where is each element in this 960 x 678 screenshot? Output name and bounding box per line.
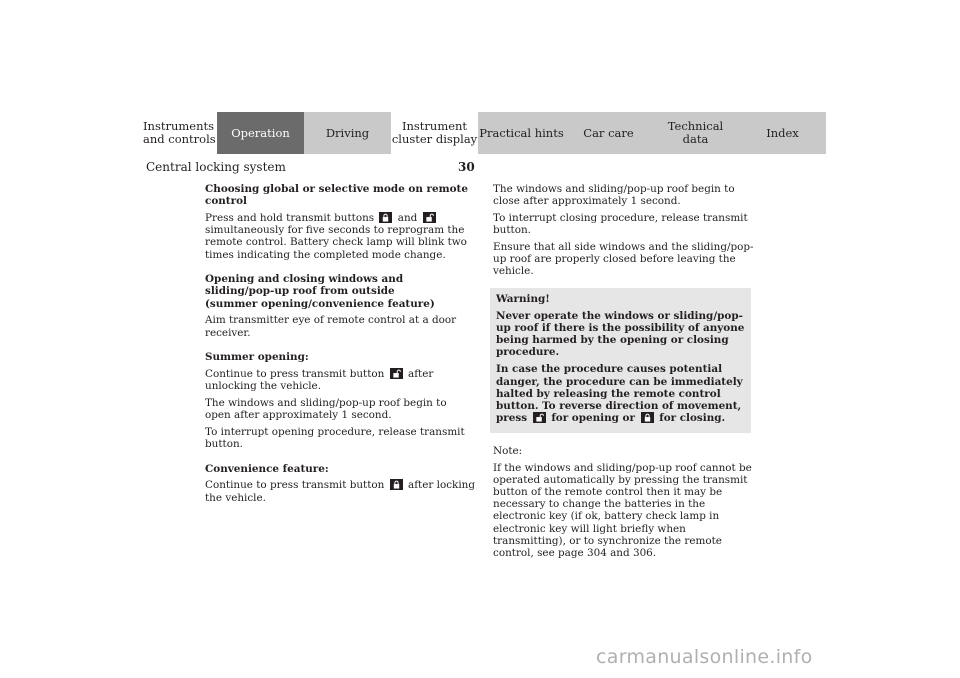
warning-title: Warning! bbox=[496, 293, 550, 306]
paragraph-close-begin: The windows and sliding/pop-up roof begin to close after approximately 1 second. bbox=[493, 183, 735, 208]
note-label: Note: bbox=[493, 445, 523, 458]
unlock-icon bbox=[390, 368, 403, 379]
unlock-icon bbox=[533, 412, 546, 423]
right-column bbox=[493, 183, 758, 564]
paragraph-aim: Aim transmitter eye of remote control at a door receiver. bbox=[205, 314, 457, 339]
lock-icon bbox=[390, 479, 403, 490]
paragraph-open-begin: The windows and sliding/pop-up roof begin to open after approximately 1 second. bbox=[205, 396, 447, 422]
paragraph-interrupt-close: To interrupt closing procedure, release transmit button. bbox=[493, 211, 748, 237]
watermark: carmanualsonline.info bbox=[596, 646, 813, 668]
tab-car-care[interactable]: Car care bbox=[565, 112, 652, 154]
section-title: Central locking system bbox=[146, 160, 286, 174]
paragraph-interrupt-open: To interrupt opening procedure, release transmit button. bbox=[205, 425, 465, 450]
heading-convenience: Convenience feature: bbox=[205, 462, 329, 475]
paragraph-reprogram: Press and hold transmit buttons and simultaneously for five seconds to reprogram the remote control. Battery check lamp will blink two times indicating the completed mode change. bbox=[205, 211, 467, 261]
note-text: If the windows and sliding/pop-up roof cannot be operated automatically by pressing the transmit button of the remote control then it may be necessary to change the batteries in the electronic key (if ok, battery check lamp in electronic key will light briefly when transmitting), or to synchronize the remote control, see page 304 and 306. bbox=[493, 461, 752, 560]
heading-summer-opening: Summer opening: bbox=[205, 351, 309, 364]
heading-global-selective: Choosing global or selective mode on remote control bbox=[205, 183, 468, 208]
page-number: 30 bbox=[458, 160, 475, 174]
unlock-icon bbox=[423, 212, 436, 223]
tab-instrument-cluster-display[interactable]: Instrument cluster display bbox=[391, 112, 478, 154]
tab-instruments-and-controls[interactable]: Instruments and controls bbox=[130, 112, 217, 154]
left-column bbox=[205, 183, 475, 508]
lock-icon bbox=[641, 412, 654, 423]
warning-box bbox=[490, 288, 751, 433]
tab-index[interactable]: Index bbox=[739, 112, 826, 154]
paragraph-convenience-press: Continue to press transmit button after locking the vehicle. bbox=[205, 479, 475, 504]
tab-technical-data[interactable]: Technical data bbox=[652, 112, 739, 154]
lock-icon bbox=[379, 212, 392, 223]
tab-operation[interactable]: Operation bbox=[217, 112, 304, 154]
warning-paragraph-1: Never operate the windows or sliding/pop-up roof if there is the possibility of anyone being harmed by the opening or closing procedure. bbox=[496, 309, 745, 359]
tab-driving[interactable]: Driving bbox=[304, 112, 391, 154]
tab-practical-hints[interactable]: Practical hints bbox=[478, 112, 565, 154]
paragraph-summer-press: Continue to press transmit button after unlocking the vehicle. bbox=[205, 367, 434, 393]
section-tabs bbox=[130, 112, 826, 154]
heading-opening-closing: Opening and closing windows and sliding/pop-up roof from outside (summer opening/convenience feature) bbox=[205, 273, 435, 310]
warning-paragraph-2: In case the procedure causes potential danger, the procedure can be immediately halted by releasing the remote control button. To reverse direction of movement, press for opening or for closing. bbox=[496, 363, 743, 425]
paragraph-ensure-closed: Ensure that all side windows and the sliding/pop-up roof are properly closed before leaving the vehicle. bbox=[493, 240, 754, 278]
